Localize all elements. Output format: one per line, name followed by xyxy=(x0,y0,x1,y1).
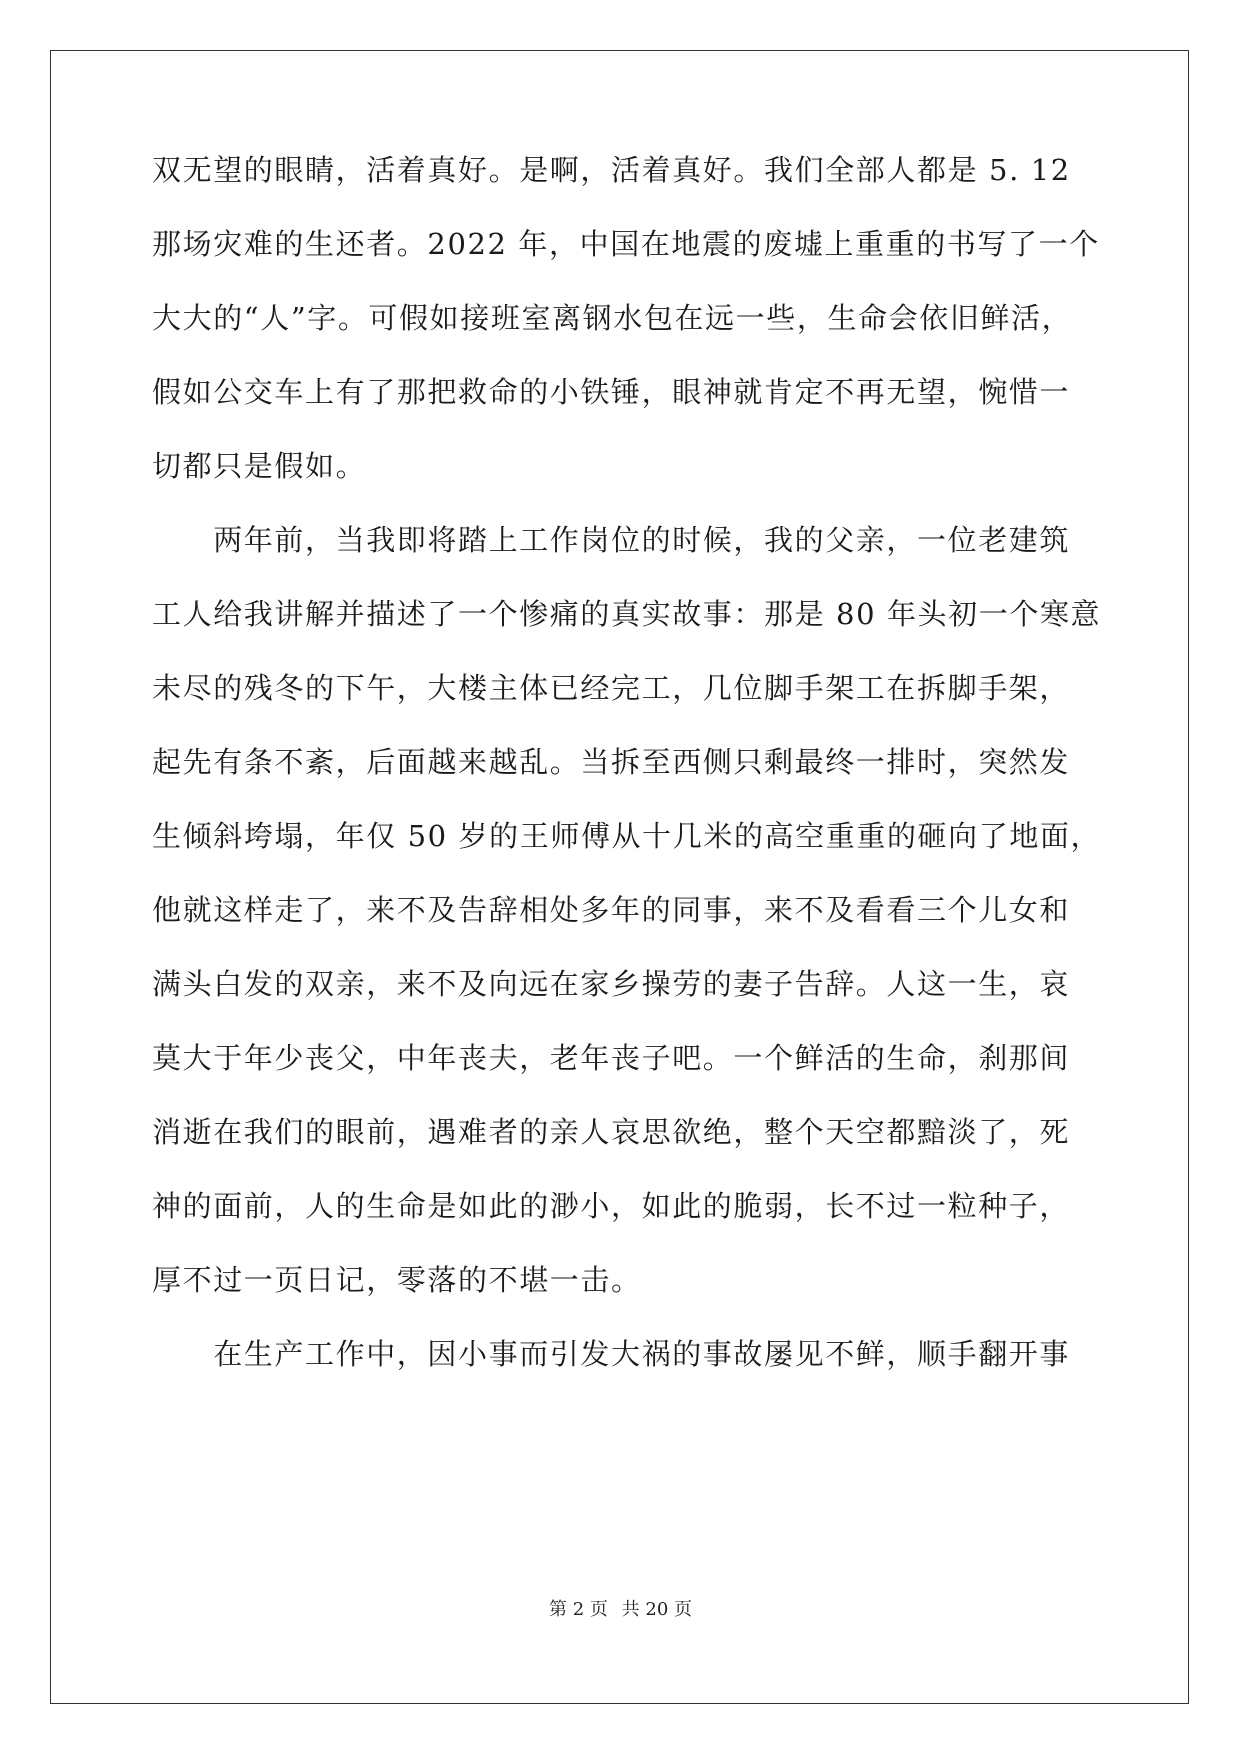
text-line: 假如公交车上有了那把救命的小铁锤，眼神就肯定不再无望，惋惜一 xyxy=(152,375,1071,409)
text-line: 神的面前，人的生命是如此的渺小，如此的脆弱，长不过一粒种子， xyxy=(152,1189,1071,1223)
text-line: 切都只是假如。 xyxy=(152,449,367,483)
text-line: 他就这样走了，来不及告辞相处多年的同事，来不及看看三个儿女和 xyxy=(152,893,1071,927)
text-line: 大大的“人”字。可假如接班室离钢水包在远一些，生命会依旧鲜活， xyxy=(152,301,1073,335)
text-line: 消逝在我们的眼前，遇难者的亲人哀思欲绝，整个天空都黯淡了，死 xyxy=(152,1115,1071,1149)
page-footer xyxy=(0,1595,1241,1621)
text-line: 双无望的眼睛，活着真好。是啊，活着真好。我们全部人都是 5. 12 xyxy=(152,153,1071,187)
text-line: 在生产工作中，因小事而引发大祸的事故屡见不鲜，顺手翻开事 xyxy=(152,1337,1071,1371)
text-line: 生倾斜垮塌，年仅 50 岁的王师傅从十几米的高空重重的砸向了地面， xyxy=(152,819,1102,853)
text-line: 起先有条不紊，后面越来越乱。当拆至西侧只剩最终一排时，突然发 xyxy=(152,745,1071,779)
text-line: 满头白发的双亲，来不及向远在家乡操劳的妻子告辞。人这一生，哀 xyxy=(152,967,1071,1001)
text-line: 两年前，当我即将踏上工作岗位的时候，我的父亲，一位老建筑 xyxy=(152,523,1071,557)
text-line: 那场灾难的生还者。2022 年，中国在地震的废墟上重重的书写了一个 xyxy=(152,227,1100,261)
text-line: 厚不过一页日记，零落的不堪一击。 xyxy=(152,1263,642,1297)
page-total: 共 20 页 xyxy=(621,1599,692,1620)
page-border xyxy=(50,50,1189,1704)
text-line: 未尽的残冬的下午，大楼主体已经完工，几位脚手架工在拆脚手架， xyxy=(152,671,1071,705)
text-line: 工人给我讲解并描述了一个惨痛的真实故事：那是 80 年头初一个寒意 xyxy=(152,597,1102,631)
text-line: 莫大于年少丧父，中年丧夫，老年丧子吧。一个鲜活的生命，刹那间 xyxy=(152,1041,1071,1075)
page-number: 第 2 页 xyxy=(549,1599,608,1620)
